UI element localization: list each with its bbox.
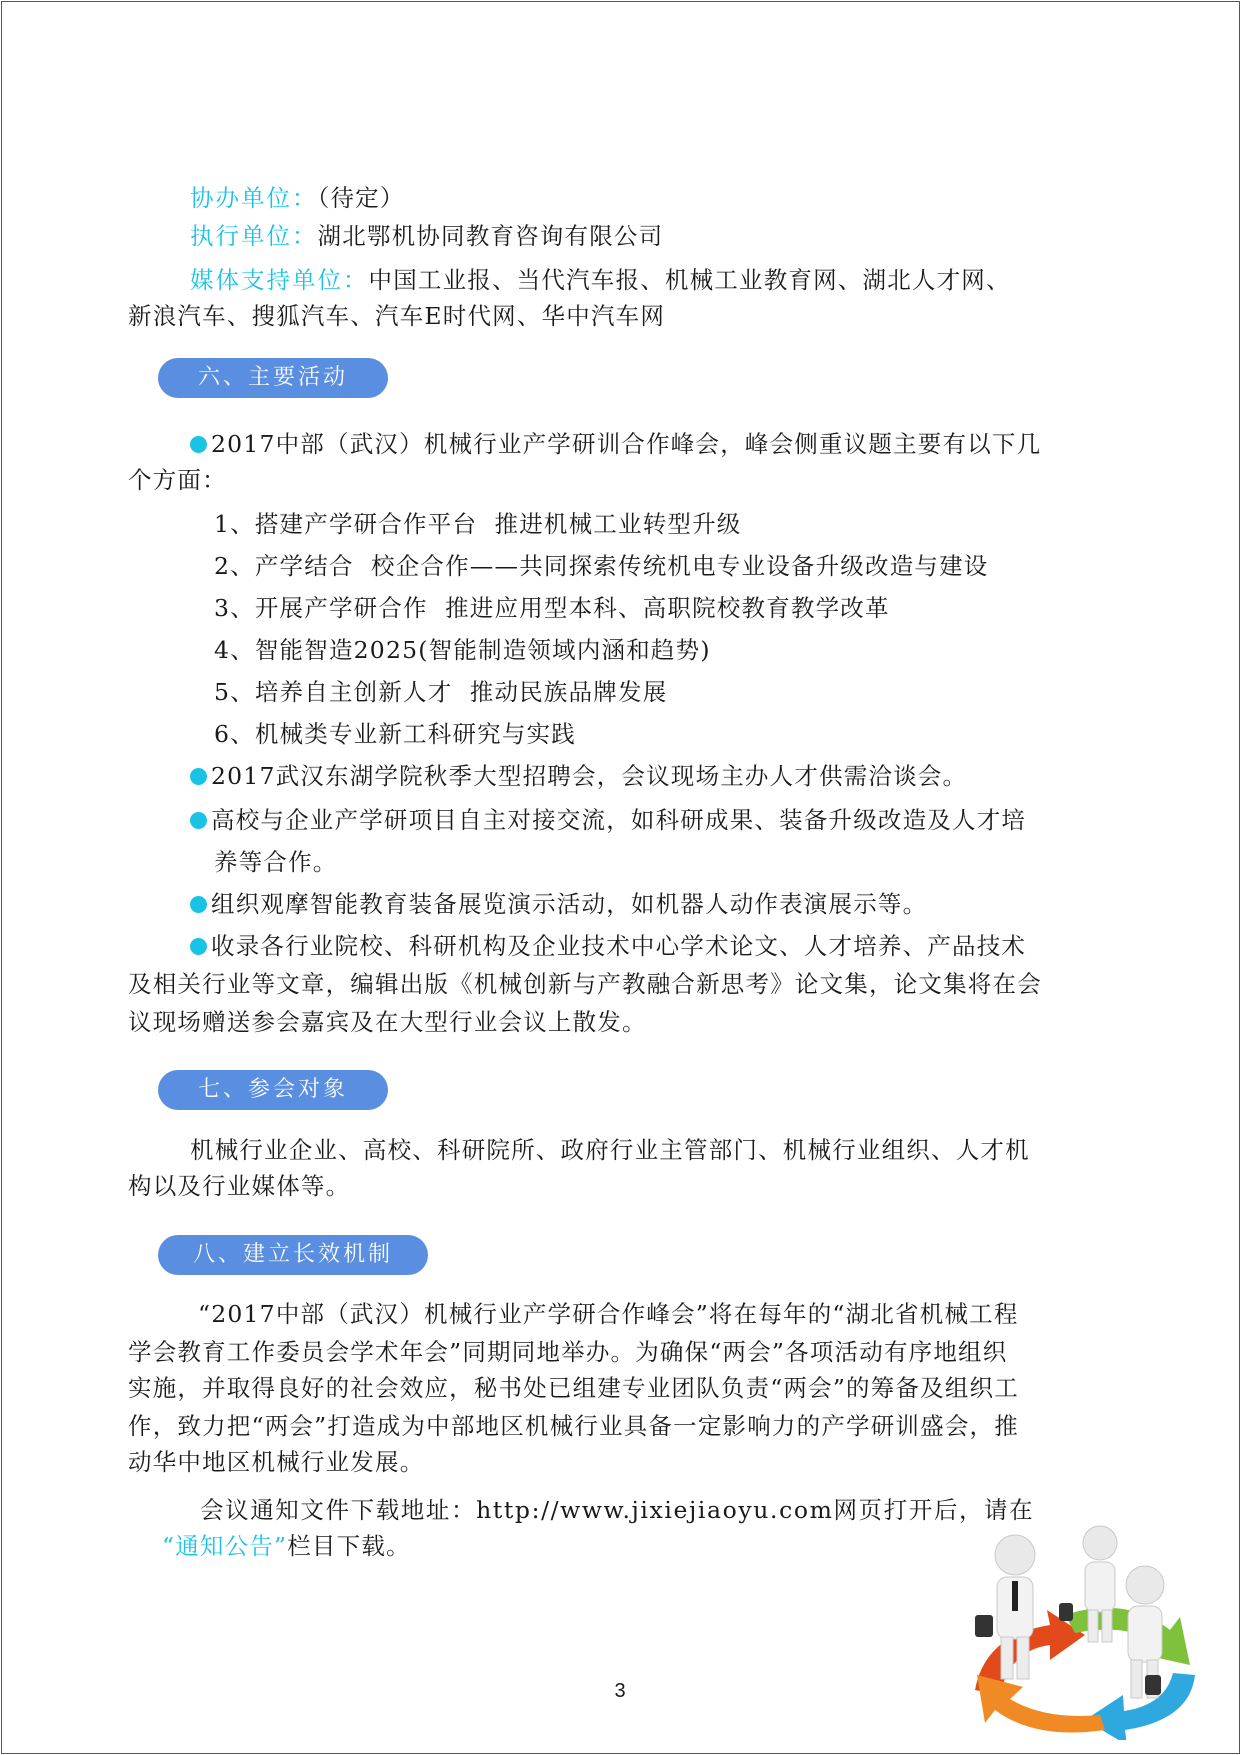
- person-figure-icon: [975, 1535, 1035, 1679]
- mechanism-line-4: 作，致力把“两会”打造成为中部地区机械行业具备一定影响力的产学研训盛会，推: [128, 1412, 1019, 1440]
- topic-2: 2、产学结合 校企合作——共同探索传统机电专业设备升级改造与建设: [214, 552, 989, 580]
- mechanism-line-3: 实施，并取得良好的社会效应，秘书处已组建专业团队负责“两会”的筹备及组织工: [128, 1374, 1019, 1402]
- download-line-2: [162, 1528, 411, 1564]
- notice-link[interactable]: “通知公告”: [162, 1532, 288, 1560]
- bullet-dot-icon: [190, 768, 207, 785]
- bullet-dot-icon: [190, 938, 207, 955]
- bullet-dot-icon: [190, 812, 207, 829]
- topic-1: 1、搭建产学研合作平台 推进机械工业转型升级: [214, 510, 742, 538]
- attendees-line-1: 机械行业企业、高校、科研院所、政府行业主管部门、机械行业组织、人才机: [190, 1136, 1030, 1164]
- teamwork-illustration: [955, 1515, 1220, 1740]
- co-organizer-value: （待定）: [317, 184, 405, 212]
- section-8-title: 八、建立长效机制: [158, 1235, 428, 1275]
- activity-item-5: 收录各行业院校、科研机构及企业技术中心学术论文、人才培养、产品技术: [190, 928, 1026, 964]
- topic-4: 4、智能智造2025(智能制造领域内涵和趋势): [214, 636, 711, 664]
- activity-item-4: 组织观摩智能教育装备展览演示活动，如机器人动作表演展示等。: [190, 886, 927, 922]
- page-number: 3: [614, 1680, 626, 1702]
- activity-item-1-cont: 个方面：: [128, 466, 227, 494]
- executor-line: [190, 218, 663, 254]
- media-support-value: 中国工业报、当代汽车报、机械工业教育网、湖北人才网、: [368, 266, 1011, 294]
- bullet-dot-icon: [190, 896, 207, 913]
- media-support-line-2: 新浪汽车、搜狐汽车、汽车E时代网、华中汽车网: [128, 302, 666, 330]
- section-7-title: 七、参会对象: [158, 1070, 388, 1110]
- executor-value: 湖北鄂机协同教育咨询有限公司: [317, 222, 664, 250]
- mechanism-line-1: “2017中部（武汉）机械行业产学研合作峰会”将在每年的“湖北省机械工程: [198, 1300, 1019, 1328]
- activity-item-3-cont: 养等合作。: [214, 848, 338, 876]
- mechanism-line-2: 学会教育工作委员会学术年会”同期同地举办。为确保“两会”各项活动有序地组织: [128, 1338, 1008, 1366]
- topic-3: 3、开展产学研合作 推进应用型本科、高职院校教育教学改革: [214, 594, 890, 622]
- activity-item-1: 2017中部（武汉）机械行业产学研训合作峰会，峰会侧重议题主要有以下几: [190, 426, 1041, 462]
- topic-6: 6、机械类专业新工科研究与实践: [214, 720, 576, 748]
- section-6-title: 六、主要活动: [158, 358, 388, 398]
- media-support-label: 媒体支持单位：: [190, 266, 369, 294]
- co-organizer-label: 协办单位：: [190, 184, 318, 212]
- activity-item-3: 高校与企业产学研项目自主对接交流，如科研成果、装备升级改造及人才培: [190, 802, 1026, 838]
- person-figure-icon: [1126, 1566, 1164, 1698]
- co-organizer-line: [190, 180, 405, 216]
- download-rest: 栏目下载。: [287, 1532, 411, 1560]
- bullet-dot-icon: [190, 436, 207, 453]
- download-line-1: 会议通知文件下载地址：http://www.jixiejiaoyu.com网页打开后，请在: [200, 1496, 1035, 1524]
- mechanism-line-5: 动华中地区机械行业发展。: [128, 1448, 425, 1476]
- attendees-line-2: 构以及行业媒体等。: [128, 1172, 351, 1200]
- media-support-line: [190, 262, 1011, 298]
- activity-item-2: 2017武汉东湖学院秋季大型招聘会，会议现场主办人才供需洽谈会。: [190, 758, 967, 794]
- executor-label: 执行单位：: [190, 222, 318, 250]
- activity-item-5-cont-2: 议现场赠送参会嘉宾及在大型行业会议上散发。: [128, 1008, 647, 1036]
- activity-item-5-cont-1: 及相关行业等文章，编辑出版《机械创新与产教融合新思考》论文集，论文集将在会: [128, 970, 1042, 998]
- topic-5: 5、培养自主创新人才 推动民族品牌发展: [214, 678, 668, 706]
